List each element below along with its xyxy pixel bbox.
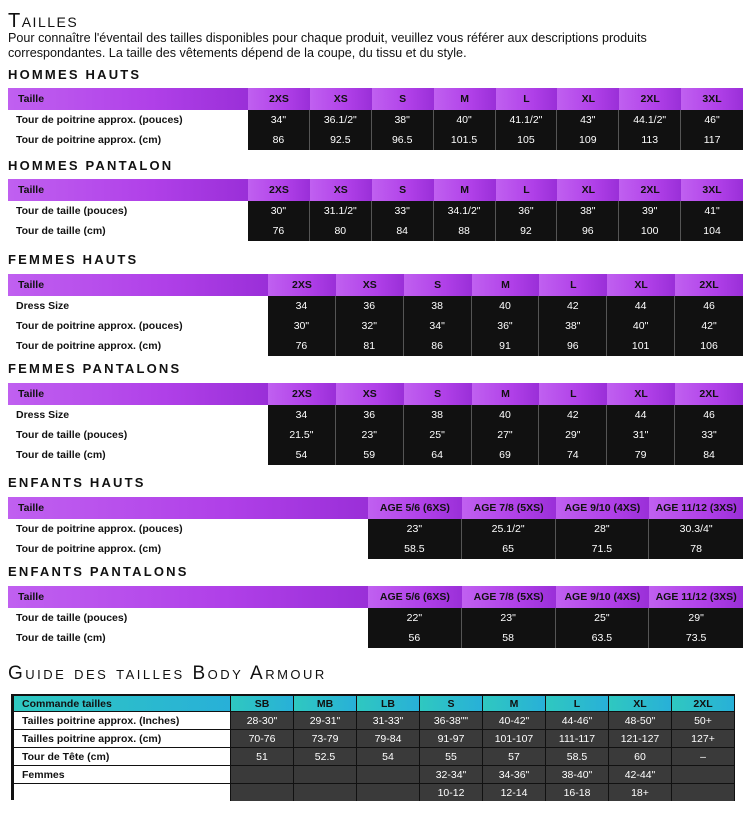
table-row (8, 425, 743, 445)
value-cell: 46 (675, 405, 743, 425)
size-header: 2XL (619, 179, 681, 201)
value-cell: 105 (496, 130, 558, 150)
value-cell: 60 (609, 747, 672, 765)
value-cell: 127+ (672, 729, 735, 747)
value-cell: 38-40" (546, 765, 609, 783)
value-cell: 28" (556, 519, 650, 539)
row-label: Tour de poitrine approx. (cm) (8, 336, 268, 356)
size-header: LB (357, 696, 420, 711)
value-cell: 40" (434, 110, 496, 130)
table-row (14, 747, 735, 765)
value-cell: 42" (675, 316, 743, 336)
value-cell: 111-117 (546, 729, 609, 747)
size-header: M (472, 274, 540, 296)
value-cell: 46 (675, 296, 743, 316)
table-row (14, 765, 735, 783)
size-header: XL (609, 696, 672, 711)
size-header: M (434, 88, 496, 110)
value-cell: 73.5 (649, 628, 743, 648)
header-label: Taille (8, 497, 368, 519)
value-cell: 34.1/2" (434, 201, 496, 221)
header-label: Taille (8, 179, 248, 201)
size-header: AGE 11/12 (3XS) (649, 586, 743, 608)
value-cell: 40-42" (483, 711, 546, 729)
row-label: Femmes (14, 765, 231, 783)
value-cell: 51 (231, 747, 294, 765)
value-cell: 10-12 (420, 783, 483, 801)
size-header: AGE 9/10 (4XS) (556, 586, 650, 608)
size-header: L (496, 179, 558, 201)
size-header: L (539, 274, 607, 296)
size-header: AGE 5/6 (6XS) (368, 497, 462, 519)
value-cell: 79 (607, 445, 675, 465)
value-cell: 56 (368, 628, 462, 648)
size-header: S (404, 383, 472, 405)
value-cell: 81 (336, 336, 404, 356)
header-row (8, 586, 743, 608)
table-row (8, 519, 743, 539)
size-header: M (483, 696, 546, 711)
row-label: Tour de taille (pouces) (8, 608, 368, 628)
value-cell: 31-33" (357, 711, 420, 729)
value-cell: 104 (681, 221, 743, 241)
value-cell: 46" (681, 110, 743, 130)
size-header: SB (231, 696, 294, 711)
row-label: Tailles poitrine approx. (cm) (14, 729, 231, 747)
value-cell: 55 (420, 747, 483, 765)
row-label: Tour de Tête (cm) (14, 747, 231, 765)
value-cell: 22" (368, 608, 462, 628)
value-cell: 121-127 (609, 729, 672, 747)
value-cell: 58.5 (546, 747, 609, 765)
header-row (8, 179, 743, 201)
value-cell: 30.3/4" (649, 519, 743, 539)
value-cell: 29-31" (294, 711, 357, 729)
table-enfants-pantalons (8, 586, 743, 648)
table-hommes-pantalon (8, 179, 743, 241)
value-cell: 74 (539, 445, 607, 465)
value-cell: 31" (607, 425, 675, 445)
row-label: Tour de poitrine approx. (cm) (8, 130, 248, 150)
value-cell: 41.1/2" (496, 110, 558, 130)
header-label: Taille (8, 88, 248, 110)
size-header: XL (557, 179, 619, 201)
value-cell: 64 (404, 445, 472, 465)
size-header: L (546, 696, 609, 711)
table-row (8, 130, 743, 150)
value-cell: 36.1/2" (310, 110, 372, 130)
value-cell: 106 (675, 336, 743, 356)
value-cell: 65 (462, 539, 556, 559)
intro-text: Pour connaître l'éventail des tailles disponibles pour chaque produit, veuillez vous référer aux descriptions produits correspondantes. La taille des vêtements dépend de la coupe, du tissu et du style. (8, 31, 647, 60)
size-header: S (372, 88, 434, 110)
value-cell: 23" (336, 425, 404, 445)
section-title-hommes-hauts: HOMMES HAUTS (8, 67, 142, 82)
size-header: 3XL (681, 179, 743, 201)
size-header: 3XL (681, 88, 743, 110)
size-header: AGE 7/8 (5XS) (462, 497, 556, 519)
table-femmes-hauts (8, 274, 743, 356)
value-cell: 73-79 (294, 729, 357, 747)
value-cell: 71.5 (556, 539, 650, 559)
value-cell: 29" (539, 425, 607, 445)
size-header: XL (607, 383, 675, 405)
section-title-enfants-hauts: ENFANTS HAUTS (8, 475, 146, 490)
row-label: Tour de taille (cm) (8, 628, 368, 648)
size-header: XS (336, 274, 404, 296)
header-row (8, 274, 743, 296)
table-row (14, 711, 735, 729)
table-row (8, 316, 743, 336)
value-cell: 40 (472, 296, 540, 316)
size-header: MB (294, 696, 357, 711)
value-cell: 76 (268, 336, 336, 356)
value-cell (294, 765, 357, 783)
size-header: L (496, 88, 558, 110)
value-cell: 109 (557, 130, 619, 150)
table-row (8, 336, 743, 356)
value-cell: 34 (268, 405, 336, 425)
value-cell: 33" (675, 425, 743, 445)
size-header: M (434, 179, 496, 201)
row-label: Tour de taille (cm) (8, 445, 268, 465)
header-row (8, 88, 743, 110)
size-header: L (539, 383, 607, 405)
value-cell: 25" (556, 608, 650, 628)
value-cell: 31.1/2" (310, 201, 372, 221)
value-cell: 96.5 (372, 130, 434, 150)
table-enfants-hauts (8, 497, 743, 559)
value-cell: 44-46" (546, 711, 609, 729)
value-cell: 38 (404, 296, 472, 316)
value-cell: 84 (372, 221, 434, 241)
header-row (14, 696, 735, 711)
value-cell: 42 (539, 405, 607, 425)
size-header: XL (607, 274, 675, 296)
value-cell: 32" (336, 316, 404, 336)
page-title: Tailles (8, 10, 79, 32)
section-title-femmes-hauts: FEMMES HAUTS (8, 252, 139, 267)
value-cell: 88 (434, 221, 496, 241)
value-cell: 23" (462, 608, 556, 628)
value-cell: 92.5 (310, 130, 372, 150)
size-header: 2XL (675, 383, 743, 405)
header-label: Commande tailles (14, 696, 231, 711)
row-label: Tour de poitrine approx. (cm) (8, 539, 368, 559)
section-title-hommes-pantalon: HOMMES PANTALON (8, 158, 174, 173)
value-cell: 34" (248, 110, 310, 130)
value-cell (231, 765, 294, 783)
header-row (8, 497, 743, 519)
value-cell: 36 (336, 405, 404, 425)
size-header: XS (310, 88, 372, 110)
table-row (8, 445, 743, 465)
body-armour-title: Guide des tailles Body Armour (8, 663, 327, 684)
value-cell: 36" (496, 201, 558, 221)
size-header: 2XL (675, 274, 743, 296)
value-cell: 101-107 (483, 729, 546, 747)
value-cell: 32-34" (420, 765, 483, 783)
value-cell: 96 (557, 221, 619, 241)
value-cell: 79-84 (357, 729, 420, 747)
section-title-femmes-pantalons: FEMMES PANTALONS (8, 361, 182, 376)
row-label: Tailles poitrine approx. (Inches) (14, 711, 231, 729)
value-cell: 30" (248, 201, 310, 221)
table-femmes-pantalons (8, 383, 743, 465)
value-cell (231, 783, 294, 801)
value-cell: 16-18 (546, 783, 609, 801)
table-body-armour (14, 696, 735, 801)
value-cell: 30" (268, 316, 336, 336)
size-header: 2XS (248, 179, 310, 201)
value-cell: 57 (483, 747, 546, 765)
value-cell: 38" (372, 110, 434, 130)
value-cell: 34-36" (483, 765, 546, 783)
value-cell: 38" (539, 316, 607, 336)
value-cell: 28-30" (231, 711, 294, 729)
size-header: AGE 5/6 (6XS) (368, 586, 462, 608)
value-cell: 86 (248, 130, 310, 150)
value-cell: 86 (404, 336, 472, 356)
value-cell: 23" (368, 519, 462, 539)
value-cell: 36-38"" (420, 711, 483, 729)
value-cell: 27" (472, 425, 540, 445)
value-cell: 41" (681, 201, 743, 221)
value-cell: 101 (607, 336, 675, 356)
value-cell: 48-50" (609, 711, 672, 729)
value-cell: 29" (649, 608, 743, 628)
value-cell: 76 (248, 221, 310, 241)
value-cell: 113 (619, 130, 681, 150)
value-cell (672, 765, 735, 783)
value-cell: 42 (539, 296, 607, 316)
size-header: 2XS (268, 274, 336, 296)
value-cell: 36 (336, 296, 404, 316)
size-header: 2XS (248, 88, 310, 110)
value-cell: 80 (310, 221, 372, 241)
value-cell (357, 783, 420, 801)
value-cell: 38" (557, 201, 619, 221)
section-title-enfants-pantalons: ENFANTS PANTALONS (8, 564, 189, 579)
size-header: S (420, 696, 483, 711)
header-row (8, 383, 743, 405)
row-label (14, 783, 231, 801)
header-label: Taille (8, 274, 268, 296)
value-cell: 33" (372, 201, 434, 221)
value-cell: 40" (607, 316, 675, 336)
value-cell: 12-14 (483, 783, 546, 801)
value-cell (294, 783, 357, 801)
value-cell: 58 (462, 628, 556, 648)
value-cell: 42-44" (609, 765, 672, 783)
value-cell (357, 765, 420, 783)
value-cell: 59 (336, 445, 404, 465)
value-cell: 44 (607, 296, 675, 316)
size-header: 2XL (672, 696, 735, 711)
row-label: Dress Size (8, 405, 268, 425)
size-header: AGE 7/8 (5XS) (462, 586, 556, 608)
row-label: Tour de poitrine approx. (pouces) (8, 316, 268, 336)
table-row (14, 783, 735, 801)
size-header: 2XL (619, 88, 681, 110)
value-cell: 38 (404, 405, 472, 425)
value-cell: 54 (357, 747, 420, 765)
value-cell: 96 (539, 336, 607, 356)
value-cell: 25.1/2" (462, 519, 556, 539)
value-cell: 91 (472, 336, 540, 356)
table-row (8, 539, 743, 559)
value-cell: 36" (472, 316, 540, 336)
table-row (8, 221, 743, 241)
value-cell: 70-76 (231, 729, 294, 747)
size-header: AGE 11/12 (3XS) (649, 497, 743, 519)
size-header: XS (310, 179, 372, 201)
table-hommes-hauts (8, 88, 743, 150)
value-cell: 43" (557, 110, 619, 130)
table-row (8, 628, 743, 648)
row-label: Tour de taille (cm) (8, 221, 248, 241)
table-row (8, 201, 743, 221)
value-cell: 78 (649, 539, 743, 559)
value-cell: 34" (404, 316, 472, 336)
value-cell: 69 (472, 445, 540, 465)
value-cell: 52.5 (294, 747, 357, 765)
value-cell: 84 (675, 445, 743, 465)
value-cell: 50+ (672, 711, 735, 729)
table-row (8, 608, 743, 628)
value-cell: 58.5 (368, 539, 462, 559)
value-cell: 21.5" (268, 425, 336, 445)
row-label: Dress Size (8, 296, 268, 316)
value-cell: 40 (472, 405, 540, 425)
value-cell: 44.1/2" (619, 110, 681, 130)
size-header: S (404, 274, 472, 296)
table-row (14, 729, 735, 747)
value-cell: 101.5 (434, 130, 496, 150)
value-cell: 117 (681, 130, 743, 150)
size-header: XS (336, 383, 404, 405)
header-label: Taille (8, 383, 268, 405)
size-header: XL (557, 88, 619, 110)
value-cell: 25" (404, 425, 472, 445)
table-row (8, 296, 743, 316)
value-cell: 54 (268, 445, 336, 465)
table-row (8, 110, 743, 130)
size-header: 2XS (268, 383, 336, 405)
row-label: Tour de taille (pouces) (8, 201, 248, 221)
row-label: Tour de taille (pouces) (8, 425, 268, 445)
value-cell: 18+ (609, 783, 672, 801)
header-label: Taille (8, 586, 368, 608)
row-label: Tour de poitrine approx. (pouces) (8, 110, 248, 130)
value-cell: 44 (607, 405, 675, 425)
value-cell: 92 (496, 221, 558, 241)
size-header: S (372, 179, 434, 201)
value-cell: 91-97 (420, 729, 483, 747)
value-cell: – (672, 747, 735, 765)
value-cell: 100 (619, 221, 681, 241)
value-cell: 63.5 (556, 628, 650, 648)
row-label: Tour de poitrine approx. (pouces) (8, 519, 368, 539)
table-row (8, 405, 743, 425)
value-cell (672, 783, 735, 801)
size-header: AGE 9/10 (4XS) (556, 497, 650, 519)
size-header: M (472, 383, 540, 405)
value-cell: 39" (619, 201, 681, 221)
value-cell: 34 (268, 296, 336, 316)
